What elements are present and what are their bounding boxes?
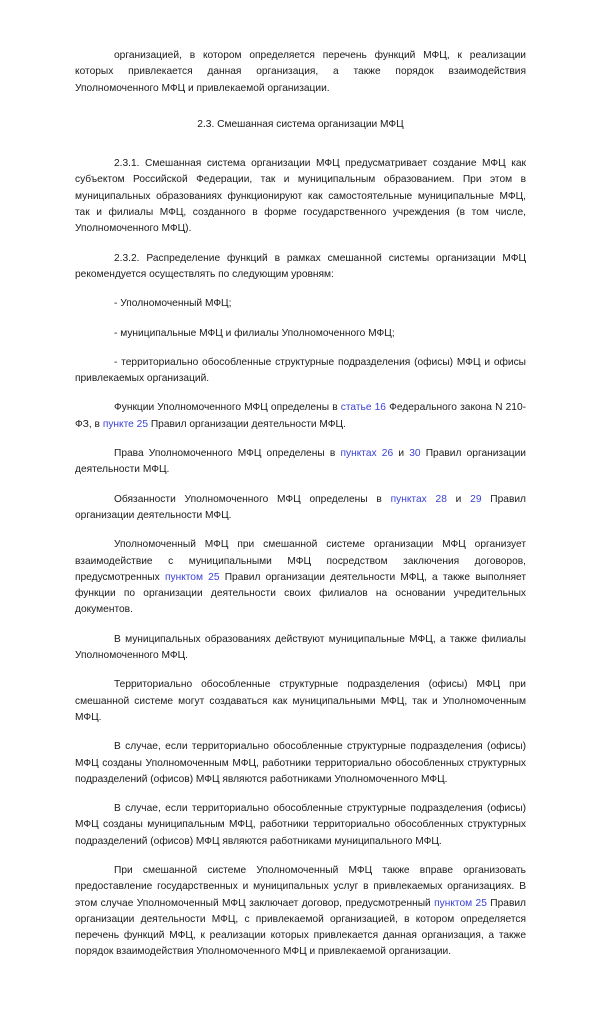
link-point-25-mixed[interactable]: пунктом 25 [434, 897, 487, 909]
rights-mid-text: и [393, 448, 410, 460]
link-points-28[interactable]: пунктах 28 [390, 493, 447, 505]
interaction-tail-text: Правил организации деятельности МФЦ, а также выполняет функции по организации деятельности своих филиалов на основании учредительных документов. [75, 571, 526, 616]
rights-tail-text: Правил организации деятельности МФЦ. [75, 448, 526, 476]
list-item-territorial-offices: - территориально обособленные структурные подразделения (офисы) МФЦ и офисы привлекаемых организаций. [75, 356, 526, 385]
rights-lead-text: Права Уполномоченного МФЦ определены в [114, 448, 341, 460]
duties-mid-text: и [446, 493, 471, 505]
link-point-30[interactable]: 30 [409, 448, 421, 460]
mixed-lead-text: При смешанной системе Уполномоченный МФЦ также вправе организовать предоставление государственных и муниципальных услуг в привлекаемых организациях. В этом случае Уполномоченный МФЦ заключает договор, предусмотренный [75, 864, 526, 909]
paragraph-case-municipal-mfc: В случае, если территориально обособленные структурные подразделения (офисы) МФЦ созданы муниципальным МФЦ, работники территориально обособленных структурных подразделений (офисов) МФЦ являются работниками муниципального МФЦ. [75, 803, 526, 847]
link-article-16[interactable]: статье 16 [340, 402, 386, 414]
link-point-29[interactable]: 29 [470, 493, 482, 505]
duties-lead-text: Обязанности Уполномоченного МФЦ определены в [114, 493, 391, 505]
functions-lead-text: Функции Уполномоченного МФЦ определены в [114, 402, 341, 414]
interaction-lead-text: Уполномоченный МФЦ при смешанной системе организации МФЦ организует взаимодействие с муниципальными МФЦ посредством заключения договоров, предусмотренных [75, 539, 526, 583]
paragraph-duties [75, 492, 526, 525]
paragraph-2-3-1: 2.3.1. Смешанная система организации МФЦ предусматривает создание МФЦ как субъектом Российской Федерации, так и муниципальным образованием. При этом в муниципальных образованиях функционируют как самостоятельные муниципальные МФЦ, так и филиалы МФЦ, созданного в форме государственного учреждения (в том числе, Уполномоченного МФЦ). [75, 158, 526, 235]
paragraph-municipal-formations: В муниципальных образованиях действуют муниципальные МФЦ, а также филиалы Уполномоченного МФЦ. [75, 633, 526, 662]
mixed-tail-text: Правил организации деятельности МФЦ, с привлекаемой организацией, в котором определяется перечень функций МФЦ, к реализации которых привлекается данная организация, а также порядок взаимодействия Уполномоченного МФЦ и привлекаемой организации. [75, 897, 526, 958]
paragraph-intro-continued: организацией, в котором определяется перечень функций МФЦ, к реализации которых привлекается данная организация, а также порядок взаимодействия Уполномоченного МФЦ и привлекаемой организации. [75, 50, 526, 94]
paragraph-2-3-2: 2.3.2. Распределение функций в рамках смешанной системы организации МФЦ рекомендуется осуществлять по следующим уровням: [75, 252, 526, 280]
paragraph-case-authorized-mfc: В случае, если территориально обособленные структурные подразделения (офисы) МФЦ созданы Уполномоченным МФЦ, работники территориально обособленных структурных подразделений (офисов) МФЦ являются работниками Уполномоченного МФЦ. [75, 741, 526, 785]
paragraph-mixed-system-services [75, 863, 526, 961]
link-points-26[interactable]: пунктах 26 [340, 448, 394, 460]
list-item-authorized-mfc: - Уполномоченный МФЦ; [114, 298, 232, 310]
link-point-25-functions[interactable]: пункте 25 [102, 418, 148, 430]
duties-tail-text: Правил организации деятельности МФЦ. [75, 493, 526, 521]
functions-tail-text: Правил организации деятельности МФЦ. [148, 418, 346, 430]
functions-mid-text: Федерального закона N 210-ФЗ, в [75, 402, 527, 430]
section-heading-2-3: 2.3. Смешанная система организации МФЦ [197, 118, 404, 130]
link-point-25-interaction[interactable]: пунктом 25 [164, 571, 220, 583]
list-item-municipal-mfc: - муниципальные МФЦ и филиалы Уполномоченного МФЦ; [114, 327, 395, 339]
paragraph-interaction [75, 537, 526, 618]
paragraph-functions [75, 400, 526, 433]
paragraph-rights [75, 446, 526, 479]
paragraph-territorial-subdivisions: Территориально обособленные структурные подразделения (офисы) МФЦ при смешанной системе могут создаваться как муниципальными МФЦ, так и Уполномоченным МФЦ. [75, 679, 526, 723]
